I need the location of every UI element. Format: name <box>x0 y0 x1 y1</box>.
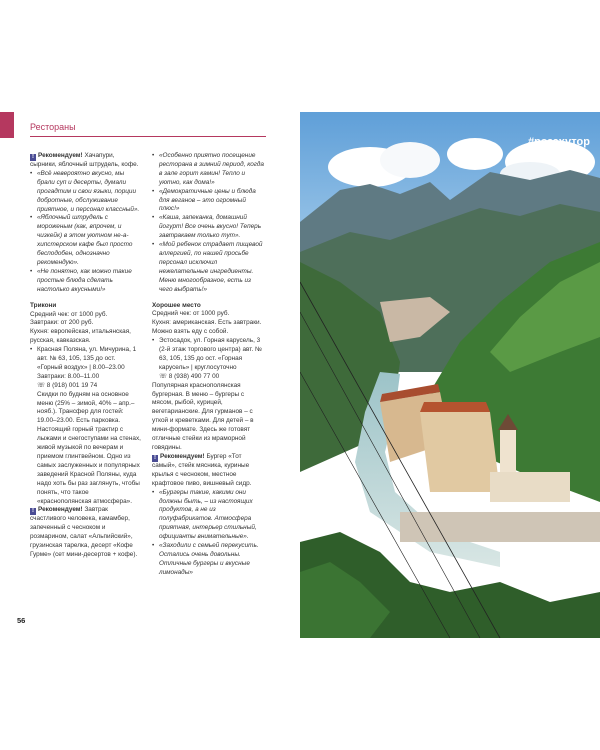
recommend-text: Завтрак счастливого человека, камамбер, запеченный с чесноком и розмарином, салат «Альпийский», грузинская тарелка, десерт «Кофе Гурме» (сет мини-десертов + кофе). <box>30 506 138 559</box>
intro-reviews-list <box>30 170 142 295</box>
page-number: 56 <box>17 616 26 625</box>
review-item: • «Мой ребенок страдает пищевой аллергией, по нашей просьбе персонал исключил нежелательные ингредиенты. Меню многообразное, есть из чего выбрать!» <box>152 241 266 294</box>
review-item: • «Демократичные цены и блюда для веганов – это огромный плюс!» <box>152 188 266 215</box>
recommend-text: Бургер «Тот самый», стейк мясника, куриные крылья с чесноком, местное крафтовое пиво, вишневый сидр. <box>152 452 252 487</box>
address-list <box>152 337 266 373</box>
address: • Красная Поляна, ул. Мичурина, 1 авт. № 63, 105, 135 до ост. «Горный воздух» | 8.00–23.00 <box>30 346 142 373</box>
recommend-label: Рекомендуем! <box>38 152 83 159</box>
intro-recommend <box>30 152 142 170</box>
recommend-text: Хачапури, сырники, яблочный штрудель, кофе. <box>30 152 139 168</box>
horoshee-recommend <box>152 453 266 489</box>
text-column-right <box>152 152 266 578</box>
description: Популярная краснополянская бургерная. В меню – бургеры с мясом, рыбой, курицей, вегетарианские. Для гурманов – с уткой и креветками. Для детей – в мини-формате. Здесь же готовят отличные стейки из мраморной говядины. <box>152 381 254 451</box>
horoshee-reviews-list <box>152 489 266 578</box>
breakfast-price: Завтраки: от 200 руб. <box>30 319 94 327</box>
right-page <box>300 112 600 638</box>
cloud <box>447 138 503 170</box>
review-item: • «Яблочный штрудель с мороженым (как, впрочем, и чизкейк) в этом уютном не-а-хипстерском кафе был просто бесподобен, однозначно рекомендую». <box>30 214 142 267</box>
cuisine: Кухня: американская. Есть завтраки. Можно взять еду с собой. <box>152 319 262 336</box>
promenade <box>400 512 600 542</box>
hashtag: #розахутор <box>527 136 590 148</box>
left-page <box>0 112 300 638</box>
phone: ☏ 8 (938) 490 77 00 <box>159 372 220 380</box>
review-item: • «Каша, запеканка, домашний йогурт! Все очень вкусно! Теперь завтракаем только тут». <box>152 214 266 241</box>
restaurant-name: Хорошее место <box>152 301 201 309</box>
review-item: • «Особенно приятно посещение ресторана в зимний период, когда в зале горит камин! Тепло и уютно, как дома!» <box>152 152 266 188</box>
average-check: Средний чек: от 1000 руб. <box>152 310 230 318</box>
description: Скидки по будням на основное меню (25% – зимой, 40% – апр.–нояб.). Трансфер для гостей: 19.00–23.00. Есть парковка. Настоящий горный трактир с лыжами и снегоступами на стенах, живой музыкой по вечерам и приемом глинтвейном. Одно из самых заслуженных и популярных заведений Красной Поляны, куда надо хоть бы раз заглянуть, чтобы понять, что такое «краснополянская атмосфера». <box>37 390 141 505</box>
town-hall <box>490 472 570 502</box>
text-column-left <box>30 152 142 560</box>
review-item: • «Бургеры такие, какими они должны быть, – из настоящих продуктов, а не из полуфабрикатов. Атмосфера приятная, интерьер стильный, официанты внимательные». <box>152 489 266 542</box>
review-item: • «Заходили с семьей перекусить. Остались очень довольны. Отличные бургеры и вкусные лимонады» <box>152 542 266 578</box>
exclamation-icon: ! <box>154 454 156 461</box>
intro-reviews-list-cont <box>152 152 266 295</box>
hotel-roofs <box>420 402 490 412</box>
phone: ☏ 8 (918) 001 19 74 <box>37 381 98 389</box>
hotel-block-right <box>420 412 500 492</box>
mountain-resort-photo <box>300 112 600 638</box>
address: • Эстосадок, ул. Горная карусель, 3 (2-й этаж торгового центра) авт. № 63, 105, 135 до ост. «Горная карусель» | круглосуточно <box>152 337 266 373</box>
exclamation-icon: ! <box>32 508 34 515</box>
section-title: Рестораны <box>30 122 76 132</box>
exclamation-icon: ! <box>32 154 34 160</box>
recommend-label: Рекомендуем! <box>160 452 205 460</box>
section-rule <box>30 136 266 137</box>
restaurant-name: Трикони <box>30 301 57 309</box>
review-item: • «Всё невероятно вкусно, мы брали суп и десерты, думали прогадтим и свои языки, порции добротные, обслуживание приятное, и персонал классный». <box>30 170 142 215</box>
address-list <box>30 346 142 373</box>
section-tab <box>0 112 14 138</box>
trikon-recommend <box>30 506 142 560</box>
cloud <box>380 142 440 178</box>
recommend-label: Рекомендуем! <box>38 506 83 514</box>
cuisine: Кухня: европейская, итальянская, русская, кавказская. <box>30 328 131 345</box>
book-spread <box>0 112 600 638</box>
average-check: Средний чек: от 1000 руб. <box>30 310 108 318</box>
review-item: • «Не понятно, как можно такие простые блюда сделать настолько вкусными!» <box>30 268 142 295</box>
breakfast-hours: Завтраки: 8.00–11.00 <box>37 372 100 380</box>
